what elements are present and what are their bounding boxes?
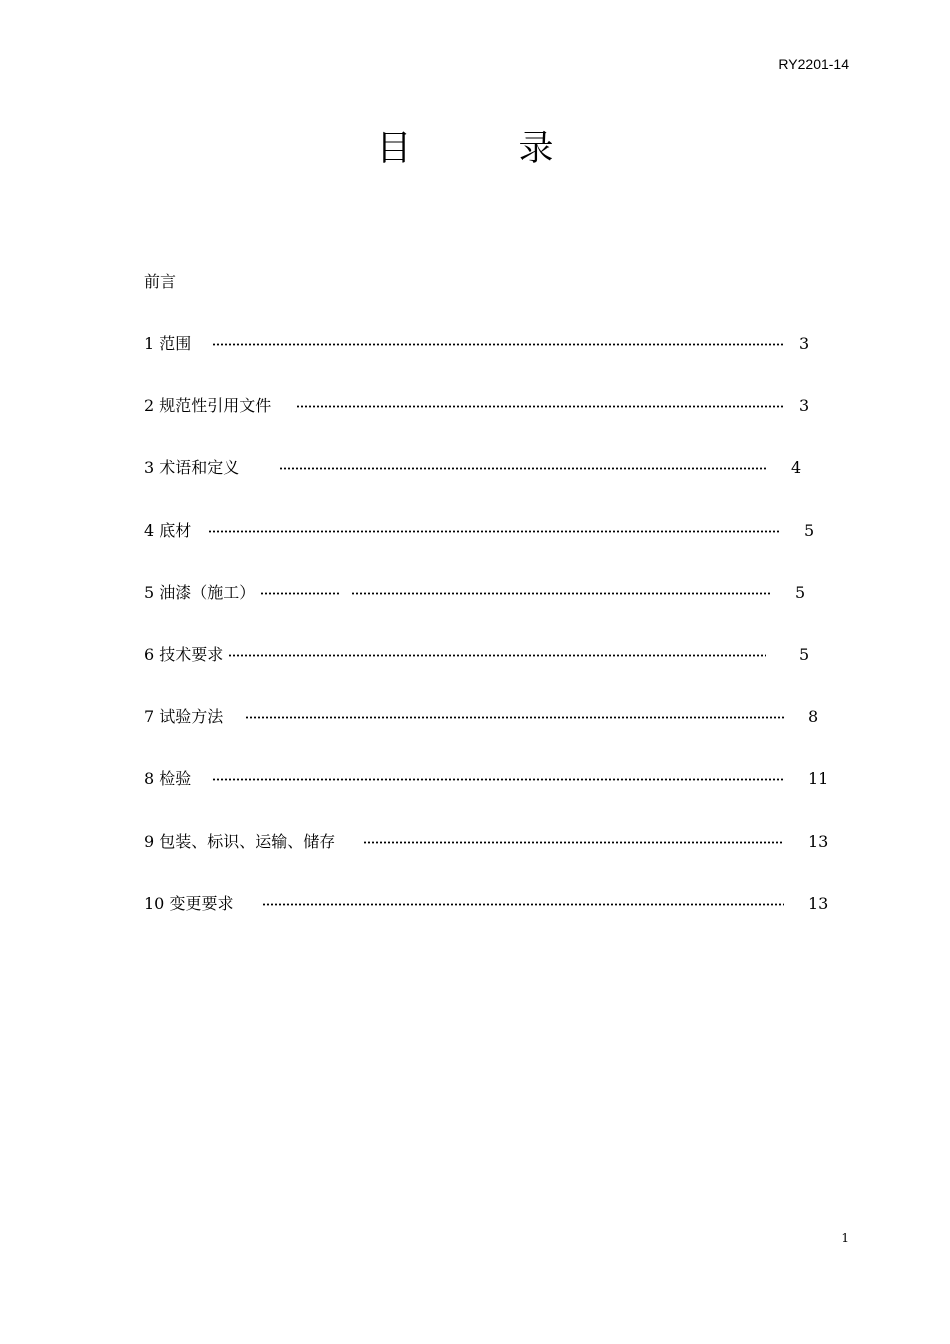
toc-entry-page: 13	[808, 832, 829, 851]
toc-entry-1[interactable]	[144, 333, 814, 357]
page-title: 目 录	[376, 129, 602, 169]
toc-entry-page: 4	[791, 458, 802, 477]
toc-leader	[279, 467, 767, 470]
toc-entry-label: 10 变更要求	[144, 894, 234, 913]
page-number: 1	[841, 1231, 849, 1245]
toc-entry-3[interactable]	[144, 457, 814, 481]
toc-leader	[262, 903, 784, 906]
toc-entry-page: 5	[795, 583, 806, 602]
toc-leader	[208, 530, 780, 533]
toc-entry-2[interactable]	[144, 395, 814, 419]
toc-entry-page: 8	[808, 707, 819, 726]
toc-leader	[351, 592, 771, 595]
toc-entry-label: 9 包装、标识、运输、储存	[144, 832, 336, 851]
toc-entry-8[interactable]	[144, 768, 829, 792]
toc-leader	[245, 716, 784, 719]
document-code: RY2201-14	[778, 56, 849, 72]
toc-entry-label: 7 试验方法	[144, 707, 224, 726]
toc-entry-6[interactable]	[144, 644, 814, 668]
toc-entry-label: 1 范围	[144, 334, 192, 353]
toc-leader	[363, 841, 784, 844]
toc-entry-label: 4 底材	[144, 521, 192, 540]
toc-leader	[260, 592, 340, 595]
toc-entry-label: 5 油漆（施工）	[144, 583, 256, 602]
toc-entry-page: 13	[808, 894, 829, 913]
toc-entry-page: 5	[799, 645, 810, 664]
toc-entry-9[interactable]	[144, 831, 829, 855]
toc-entry-label: 2 规范性引用文件	[144, 396, 272, 415]
toc-entry-label: 3 术语和定义	[144, 458, 240, 477]
toc-preface: 前言	[144, 272, 177, 291]
toc-entry-page: 3	[799, 334, 810, 353]
toc-leader	[212, 343, 784, 346]
toc-entry-page: 11	[808, 769, 829, 788]
toc-entry-10[interactable]	[144, 893, 829, 917]
toc-entry-page: 3	[799, 396, 810, 415]
toc-leader	[212, 778, 784, 781]
toc-leader	[296, 405, 784, 408]
toc-entry-label: 8 检验	[144, 769, 192, 788]
toc-leader	[228, 654, 766, 657]
toc-entry-4[interactable]	[144, 520, 824, 544]
toc-entry-label: 6 技术要求	[144, 645, 224, 664]
toc-entry-page: 5	[804, 521, 815, 540]
toc-entry-5[interactable]	[144, 582, 814, 606]
toc-entry-7[interactable]	[144, 706, 824, 730]
